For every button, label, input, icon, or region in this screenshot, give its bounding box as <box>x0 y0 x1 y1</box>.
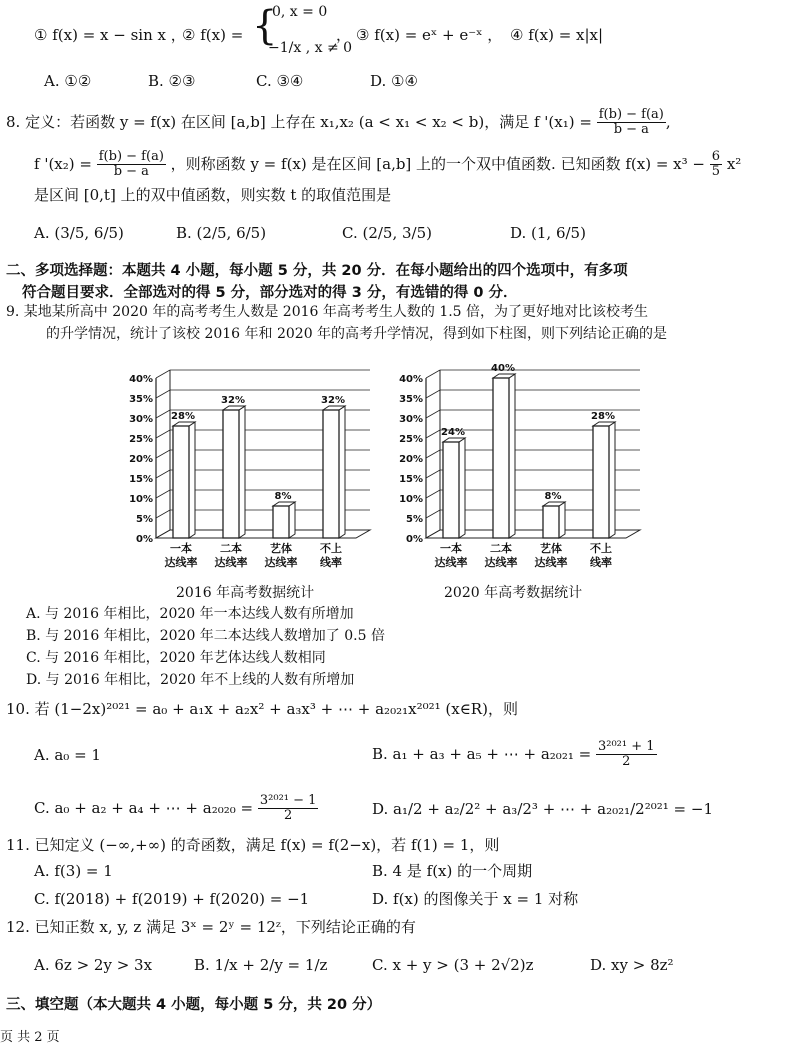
q8-choice-c: C. (2/5, 3/5) <box>342 224 432 242</box>
q10-choice-d: D. a₁/2 + a₂/2² + a₃/2³ + ⋯ + a₂₀₂₁/2²⁰²¹ = −1 <box>372 800 713 818</box>
q8-frac-num: f(b) − f(a) <box>598 107 664 122</box>
q8-choice-a: A. (3/5, 6/5) <box>34 224 124 242</box>
category-label-line1: 一本 <box>440 542 462 555</box>
q10-line: 10. 若 (1−2x)²⁰²¹ = a₀ + a₁x + a₂x² + a₃x³ + ⋯ + a₂₀₂₁x²⁰²¹ (x∈R)，则 <box>6 700 518 718</box>
q11-line: 11. 已知定义 (−∞,+∞) 的奇函数，满足 f(x) = f(2−x)，若 f(1) = 1，则 <box>6 836 500 854</box>
data-label: 32% <box>221 395 245 406</box>
chart-2016 <box>126 358 396 578</box>
q11-choice-c: C. f(2018) + f(2019) + f(2020) = −1 <box>34 890 310 908</box>
category-label-line1: 不上 <box>320 542 342 555</box>
category-label-line2: 线率 <box>590 556 612 569</box>
bar-side <box>339 406 345 538</box>
q7-choice-b: B. ②③ <box>148 72 196 90</box>
q9-option-c: C. 与 2016 年相比，2020 年艺体达线人数相同 <box>26 650 326 666</box>
data-label: 24% <box>441 427 465 438</box>
q7-item4: ④ f(x) = x|x| <box>510 26 604 44</box>
y-tick-label: 10% <box>129 494 153 505</box>
y-tick-label: 35% <box>399 394 423 405</box>
q8-line3: 是区间 [0,t] 上的双中值函数，则实数 t 的取值范围是 <box>34 186 392 204</box>
q12-choice-d: D. xy > 8z² <box>590 956 674 974</box>
q8-line2-b: ，则称函数 y = f(x) 是在区间 [a,b] 上的一个双中值函数. 已知函数 f(x) = x³ − <box>170 154 705 173</box>
gridline-slant <box>426 430 440 438</box>
q7-item2-case2: −1/x , x ≠ 0 <box>268 40 353 56</box>
y-tick-label: 40% <box>399 374 423 385</box>
gridline-slant <box>156 430 170 438</box>
category-label-line2: 达线率 <box>214 556 248 569</box>
q7-item2-prefix: ② f(x) = <box>182 26 244 44</box>
q8-coef-num: 6 <box>711 149 721 164</box>
q8-line2-a: f '(x₂) = <box>34 154 92 173</box>
bar-0 <box>173 426 189 538</box>
q12-line: 12. 已知正数 x, y, z 满足 3ˣ = 2ʸ = 12ᶻ，下列结论正确的有 <box>6 918 416 936</box>
category-label-line1: 二本 <box>490 542 512 555</box>
q10-choice-b-text: B. a₁ + a₃ + a₅ + ⋯ + a₂₀₂₁ = <box>372 744 592 763</box>
y-tick-label: 25% <box>399 434 423 445</box>
y-tick-label: 5% <box>136 514 153 525</box>
bar-1 <box>493 378 509 538</box>
data-label: 32% <box>321 395 345 406</box>
q12-choice-a: A. 6z > 2y > 3x <box>34 956 153 974</box>
page-footer: 页 共 2 页 <box>0 1030 60 1045</box>
gridline-slant <box>426 450 440 458</box>
data-label: 28% <box>171 411 195 422</box>
gridline-slant <box>426 470 440 478</box>
q7-choice-a: A. ①② <box>44 72 92 90</box>
q10-choice-c-frac <box>258 794 319 824</box>
y-tick-label: 5% <box>406 514 423 525</box>
data-label: 8% <box>274 491 292 502</box>
chart-2016-caption: 2016 年高考数据统计 <box>176 585 315 601</box>
chart-2020 <box>396 358 666 578</box>
q12-choice-c: C. x + y > (3 + 2√2)z <box>372 956 534 974</box>
q8-fraction-2 <box>97 150 166 180</box>
gridline-slant <box>156 390 170 398</box>
bar-2 <box>273 506 289 538</box>
q10-choice-a: A. a₀ = 1 <box>34 746 101 764</box>
data-label: 8% <box>544 491 562 502</box>
category-label-line1: 艺体 <box>540 542 562 555</box>
section2-heading-line2: 符合题目要求．全部选对的得 5 分，部分选对的得 3 分，有选错的得 0 分． <box>22 285 518 301</box>
bar-side <box>239 406 245 538</box>
q8-frac-num2: f(b) − f(a) <box>98 149 164 164</box>
category-label-line1: 艺体 <box>270 542 292 555</box>
y-tick-label: 0% <box>406 534 423 545</box>
q7-item2-suffix: ， <box>336 26 352 44</box>
q10-b-den: 2 <box>622 754 631 770</box>
gridline-slant <box>156 470 170 478</box>
q10-choice-c <box>34 794 318 824</box>
q10-choice-b <box>372 740 657 770</box>
bar-3 <box>323 410 339 538</box>
q9-line2: 的升学情况，统计了该校 2016 年和 2020 年的高考升学情况，得到如下柱图，则下列结论正确的是 <box>46 326 668 342</box>
gridline-slant <box>426 390 440 398</box>
category-label-line1: 二本 <box>220 542 242 555</box>
bar-2 <box>543 506 559 538</box>
category-label-line2: 达线率 <box>164 556 198 569</box>
gridline-slant <box>156 450 170 458</box>
q7-item3: ③ f(x) = eˣ + e⁻ˣ ， <box>356 26 503 44</box>
q9-line1: 9. 某地某所高中 2020 年的高考考生人数是 2016 年高考考生人数的 1.5 倍，为了更好地对比该校考生 <box>6 304 649 320</box>
gridline-slant <box>426 410 440 418</box>
chart-2020-caption: 2020 年高考数据统计 <box>444 585 583 601</box>
bar-3 <box>593 426 609 538</box>
q7-item2-case1: 0, x = 0 <box>272 4 328 20</box>
category-label-line2: 达线率 <box>264 556 298 569</box>
category-label-line2: 线率 <box>320 556 342 569</box>
gridline-slant <box>426 510 440 518</box>
gridline-slant <box>156 490 170 498</box>
bar-side <box>509 374 515 538</box>
category-label-line2: 达线率 <box>434 556 468 569</box>
q7-item1: ① f(x) = x − sin x ， <box>34 26 186 44</box>
q7-choice-d: D. ①④ <box>370 72 418 90</box>
q8-choice-d: D. (1, 6/5) <box>510 224 586 242</box>
bar-side <box>189 422 195 538</box>
bar-side <box>459 438 465 538</box>
q10-choice-b-frac <box>596 740 657 770</box>
y-tick-label: 25% <box>129 434 153 445</box>
q11-choice-d: D. f(x) 的图像关于 x = 1 对称 <box>372 890 579 908</box>
q7-choice-c: C. ③④ <box>256 72 304 90</box>
y-tick-label: 30% <box>399 414 423 425</box>
q9-option-b: B. 与 2016 年相比，2020 年二本达线人数增加了 0.5 倍 <box>26 628 385 644</box>
q8-line2-c: x² <box>726 154 742 173</box>
category-label-line2: 达线率 <box>534 556 568 569</box>
y-tick-label: 40% <box>129 374 153 385</box>
q7-item2-brace: { <box>252 3 278 49</box>
category-label-line2: 达线率 <box>484 556 518 569</box>
data-label: 40% <box>491 363 515 374</box>
y-tick-label: 35% <box>129 394 153 405</box>
q8-coef-den: 5 <box>711 164 721 180</box>
q9-option-d: D. 与 2016 年相比，2020 年不上线的人数有所增加 <box>26 672 355 688</box>
category-label-line1: 一本 <box>170 542 192 555</box>
q8-line1: 8. 定义：若函数 y = f(x) 在区间 [a,b] 上存在 x₁,x₂ (a < x₁ < x₂ < b)，满足 f '(x₁) = $\frac{f(b) - f(a)}{b - a}$ , <box>6 107 671 138</box>
q10-choice-c-text: C. a₀ + a₂ + a₄ + ⋯ + a₂₀₂₀ = <box>34 798 254 817</box>
q8-frac-den: b − a <box>613 122 649 138</box>
bar-0 <box>443 442 459 538</box>
bar-1 <box>223 410 239 538</box>
y-tick-label: 0% <box>136 534 153 545</box>
bar-side <box>559 502 565 538</box>
q11-choice-a: A. f(3) = 1 <box>34 862 113 880</box>
data-label: 28% <box>591 411 615 422</box>
q8-fraction-1 <box>597 108 666 138</box>
section2-heading-line1: 二、多项选择题：本题共 4 小题，每小题 5 分，共 20 分．在每小题给出的四个选项中，有多项 <box>6 263 628 279</box>
category-label-line1: 不上 <box>590 542 612 555</box>
q8-line1-text: 8. 定义：若函数 y = f(x) 在区间 [a,b] 上存在 x₁,x₂ (a < x₁ < x₂ < b)，满足 f '(x₁) = <box>6 112 592 131</box>
gridline-slant <box>156 410 170 418</box>
q8-choice-b: B. (2/5, 6/5) <box>176 224 267 242</box>
q9-option-a: A. 与 2016 年相比，2020 年一本达线人数有所增加 <box>26 606 354 622</box>
q8-frac-den2: b − a <box>113 164 149 180</box>
y-tick-label: 10% <box>399 494 423 505</box>
section3-heading: 三、填空题（本大题共 4 小题，每小题 5 分，共 20 分） <box>6 997 382 1013</box>
y-tick-label: 15% <box>129 474 153 485</box>
q11-choice-b: B. 4 是 f(x) 的一个周期 <box>372 862 533 880</box>
gridline-slant <box>426 370 440 378</box>
bar-side <box>609 422 615 538</box>
y-tick-label: 15% <box>399 474 423 485</box>
q8-coef <box>710 150 722 180</box>
bar-side <box>289 502 295 538</box>
q10-b-num: 3²⁰²¹ + 1 <box>597 739 655 754</box>
gridline-slant <box>156 370 170 378</box>
q10-c-den: 2 <box>284 808 293 824</box>
y-tick-label: 20% <box>399 454 423 465</box>
y-tick-label: 20% <box>129 454 153 465</box>
y-tick-label: 30% <box>129 414 153 425</box>
q8-line2 <box>34 150 741 180</box>
q10-c-num: 3²⁰²¹ − 1 <box>259 793 317 808</box>
gridline-slant <box>156 510 170 518</box>
q12-choice-b: B. 1/x + 2/y = 1/z <box>194 956 328 974</box>
gridline-slant <box>426 490 440 498</box>
